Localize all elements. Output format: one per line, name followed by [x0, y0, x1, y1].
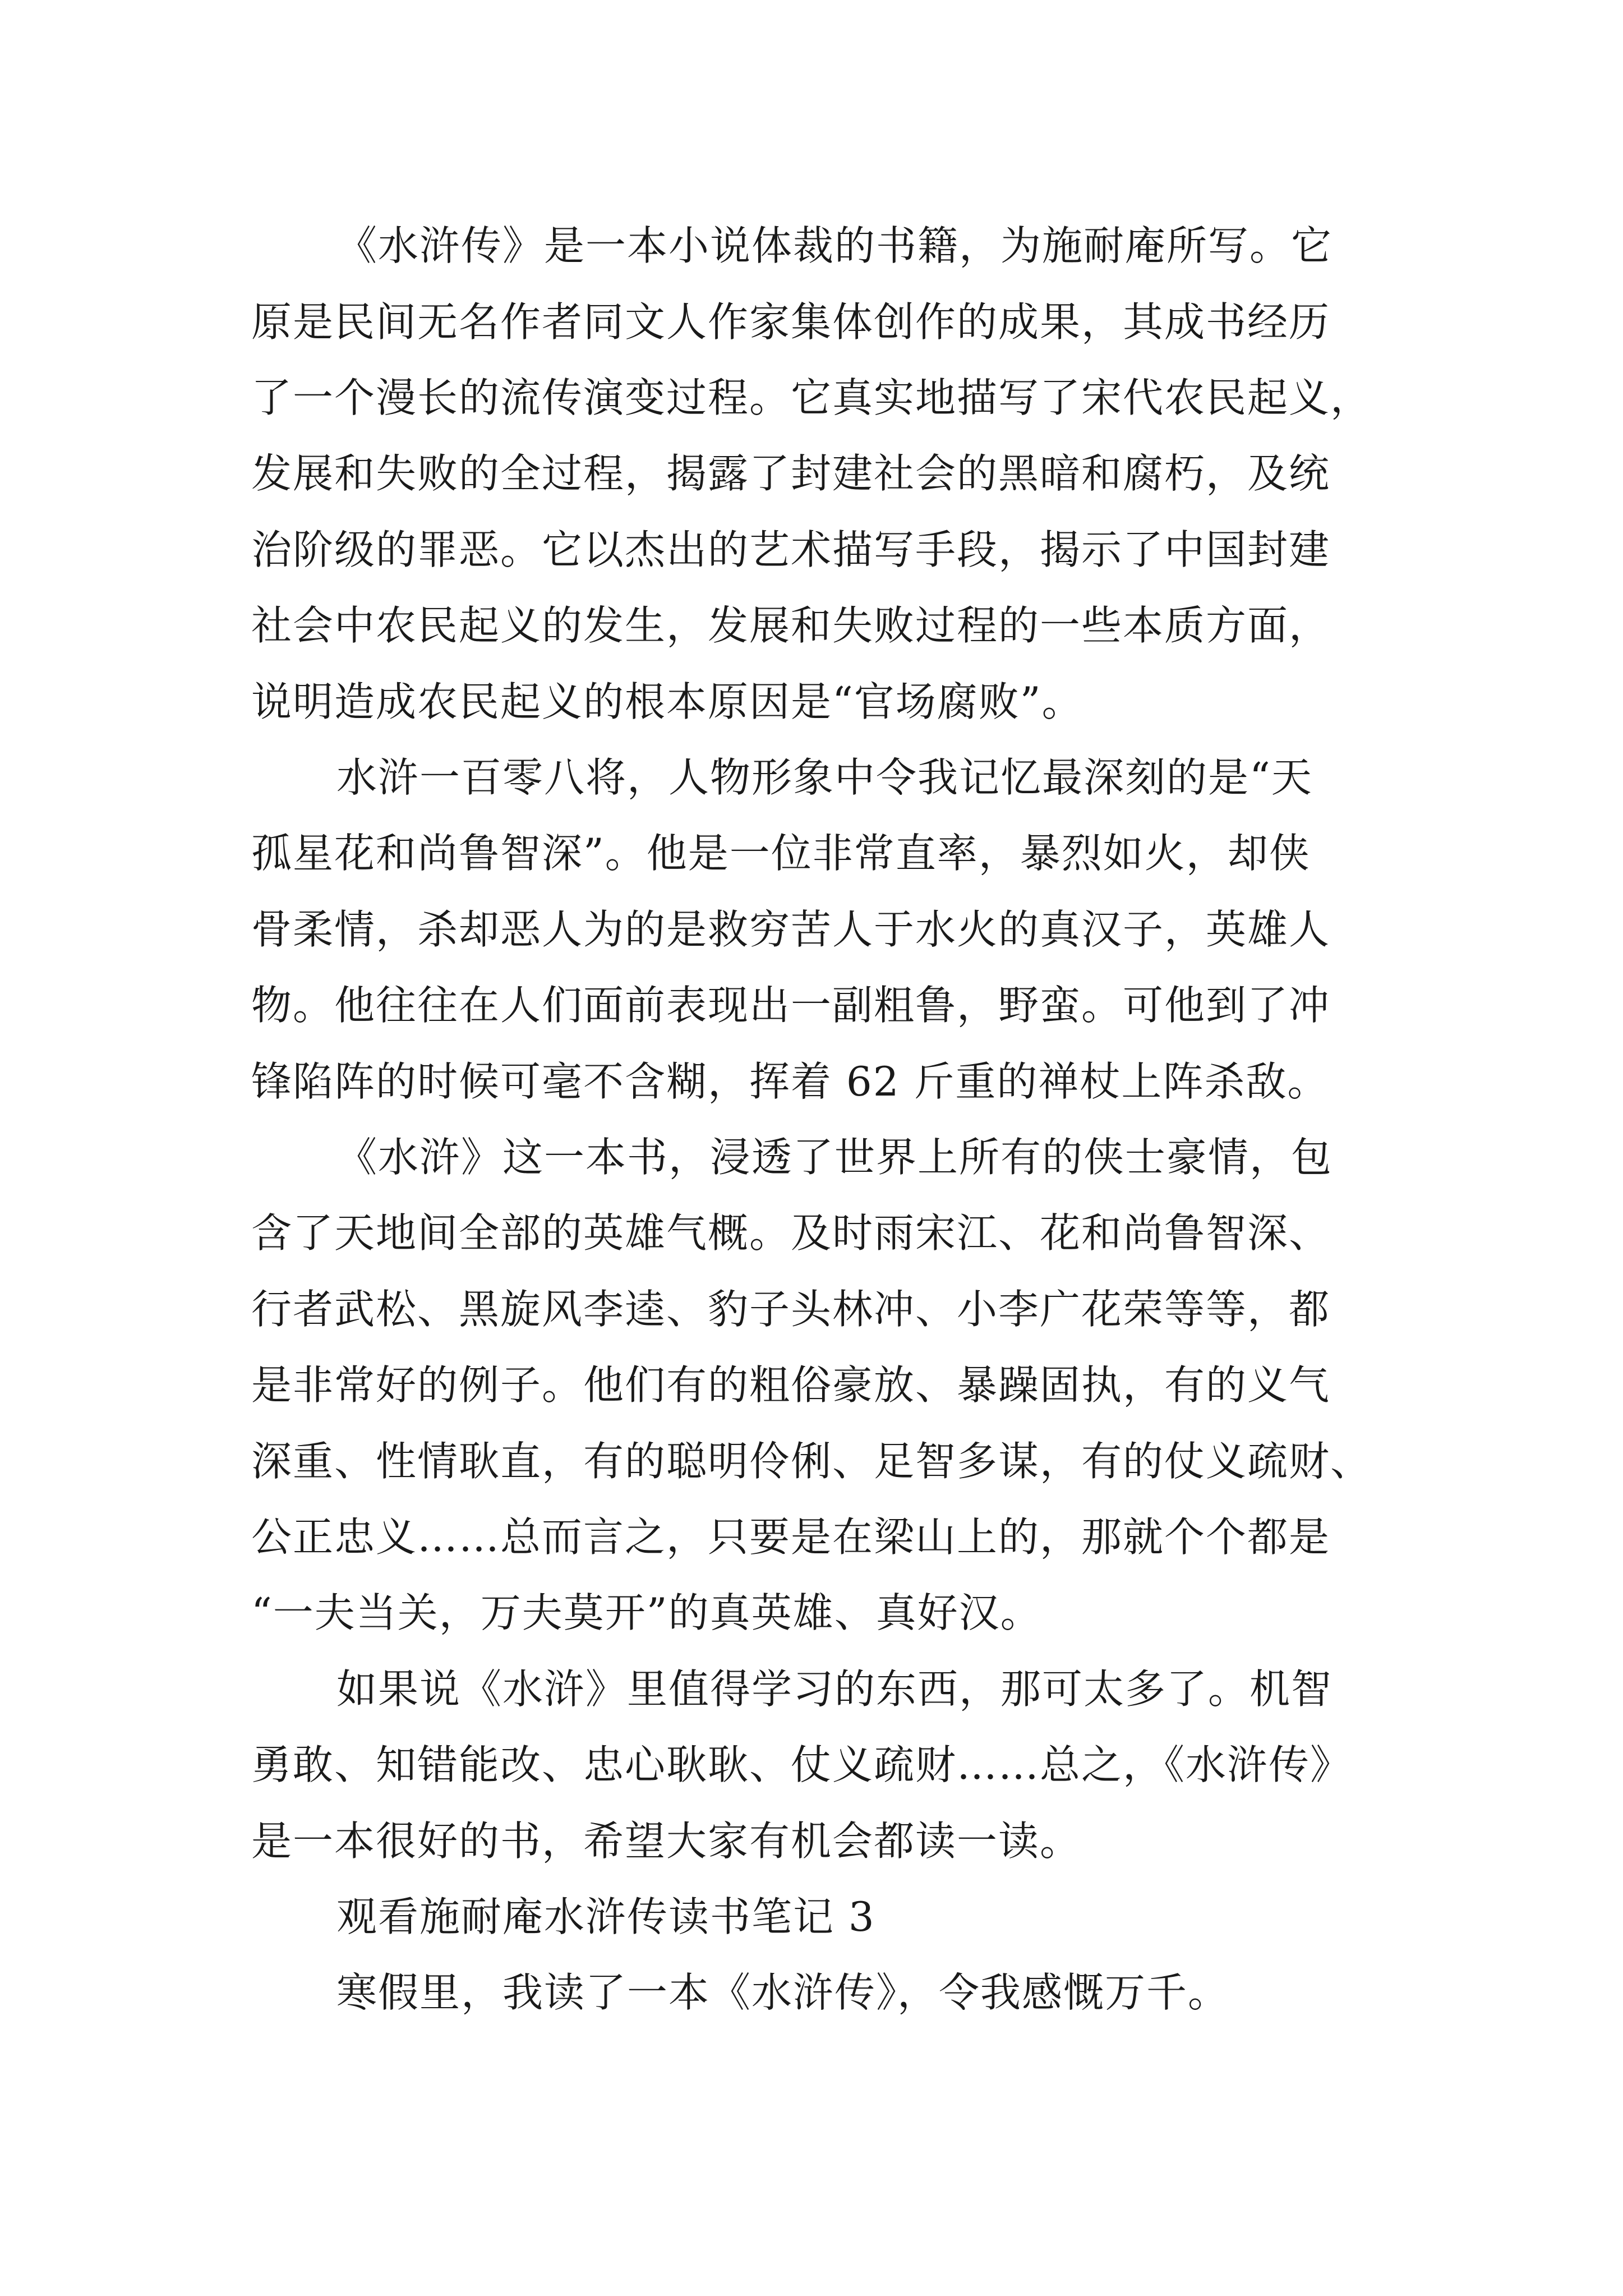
paragraph-1-line-6: 社会中农民起义的发生，发展和失败过程的一些本质方面，: [251, 602, 1331, 649]
paragraph-1-line-7: 说明造成农民起义的根本原因是“官场腐败”。: [251, 678, 1083, 725]
paragraph-4-line-3: 是一本很好的书，希望大家有机会都读一读。: [251, 1818, 1082, 1865]
paragraph-2-line-3: 骨柔情，杀却恶人为的是救穷苦人于水火的真汉子，英雄人: [251, 906, 1331, 953]
section-heading: 观看施耐庵水浒传读书笔记 3: [336, 1893, 875, 1940]
paragraph-3-line-4: 是非常好的例子。他们有的粗俗豪放、暴躁固执，有的义气: [251, 1361, 1331, 1409]
paragraph-1-line-3: 了一个漫长的流传演变过程。它真实地描写了宋代农民起义，: [251, 374, 1372, 421]
paragraph-2-line-1: 水浒一百零八将，人物形象中令我记忆最深刻的是“天: [336, 754, 1313, 801]
paragraph-1-line-4: 发展和失败的全过程，揭露了封建社会的黑暗和腐朽，及统: [251, 450, 1331, 497]
paragraph-2-line-5: 锋陷阵的时候可毫不含糊，挥着 62 斤重的禅杖上阵杀敌。: [251, 1058, 1329, 1105]
paragraph-3-line-3: 行者武松、黑旋风李逵、豹子头林冲、小李广花荣等等，都: [251, 1286, 1331, 1333]
paragraph-3-line-7: “一夫当关，万夫莫开”的真英雄、真好汉。: [251, 1589, 1042, 1636]
paragraph-1-line-1: 《水浒传》是一本小说体裁的书籍，为施耐庵所写。它: [336, 222, 1333, 269]
paragraph-3-line-5: 深重、性情耿直，有的聪明伶俐、足智多谋，有的仗义疏财、: [251, 1438, 1372, 1485]
paragraph-1-line-5: 治阶级的罪恶。它以杰出的艺术描写手段，揭示了中国封建: [251, 526, 1331, 573]
paragraph-2-line-4: 物。他往往在人们面前表现出一副粗鲁，野蛮。可他到了冲: [251, 982, 1331, 1029]
paragraph-4-line-1: 如果说《水浒》里值得学习的东西，那可太多了。机智: [336, 1665, 1333, 1713]
paragraph-5-line-1: 寒假里，我读了一本《水浒传》，令我感慨万千。: [336, 1969, 1230, 2016]
paragraph-3-line-1: 《水浒》这一本书，浸透了世界上所有的侠士豪情，包: [336, 1134, 1333, 1181]
paragraph-2-line-2: 孤星花和尚鲁智深”。他是一位非常直率，暴烈如火，却侠: [251, 830, 1311, 877]
paragraph-3-line-6: 公正忠义……总而言之，只要是在梁山上的，那就个个都是: [251, 1513, 1331, 1561]
paragraph-4-line-2: 勇敢、知错能改、忠心耿耿、仗义疏财……总之，《水浒传》: [251, 1741, 1352, 1788]
paragraph-3-line-2: 含了天地间全部的英雄气概。及时雨宋江、花和尚鲁智深、: [251, 1209, 1331, 1257]
paragraph-1-line-2: 原是民间无名作者同文人作家集体创作的成果，其成书经历: [251, 298, 1331, 346]
